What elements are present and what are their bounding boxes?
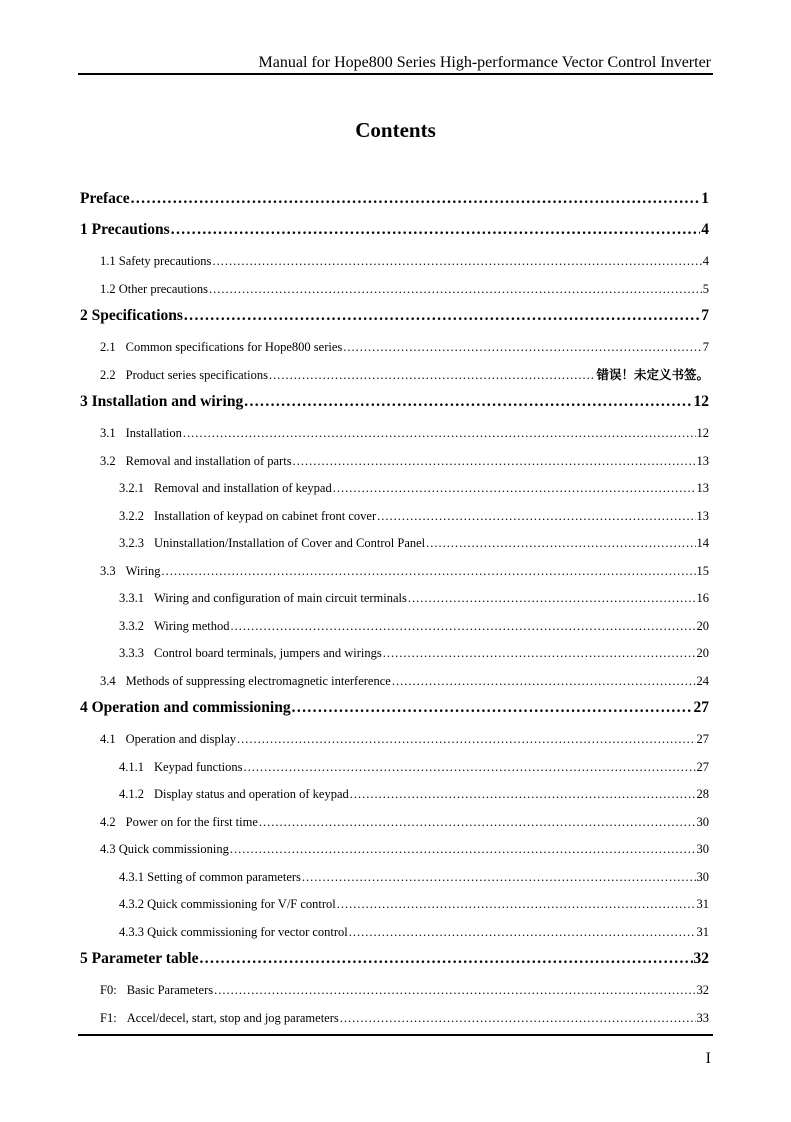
toc-entry-title: 5 Parameter table bbox=[80, 950, 199, 967]
toc-dot-leader bbox=[337, 891, 696, 917]
toc-entry[interactable] bbox=[80, 919, 709, 947]
toc-entry[interactable] bbox=[80, 303, 709, 334]
toc-entry-number: 3.2 bbox=[100, 453, 116, 468]
table-of-contents bbox=[80, 186, 709, 1032]
toc-dot-leader bbox=[230, 836, 696, 862]
toc-entry[interactable] bbox=[80, 809, 709, 837]
toc-entry-page: 27 bbox=[696, 759, 709, 774]
toc-entry-title: 4.3.2 Quick commissioning for V/F control bbox=[119, 897, 336, 911]
toc-entry-page: 7 bbox=[702, 340, 709, 354]
toc-entry-number: 3.1 bbox=[100, 426, 116, 440]
toc-entry-number: 3.4 bbox=[100, 673, 116, 688]
toc-entry-page: 20 bbox=[696, 618, 709, 633]
toc-entry-page: 32 bbox=[693, 950, 709, 967]
toc-entry-label bbox=[80, 186, 130, 212]
toc-dot-leader bbox=[131, 186, 701, 212]
toc-entry-title: 3 Installation and wiring bbox=[80, 393, 244, 410]
toc-entry-label bbox=[100, 726, 236, 752]
toc-dot-leader bbox=[350, 781, 696, 807]
toc-dot-leader bbox=[200, 946, 693, 972]
toc-entry-page: 31 bbox=[696, 897, 709, 911]
toc-entry-title: 4.3.3 Quick commissioning for vector control bbox=[119, 924, 348, 939]
toc-entry[interactable] bbox=[80, 448, 709, 476]
toc-entry-label bbox=[119, 919, 348, 945]
toc-dot-leader bbox=[209, 276, 702, 302]
toc-entry-number: 4.1 bbox=[100, 732, 116, 746]
toc-entry[interactable] bbox=[80, 836, 709, 864]
toc-entry-label bbox=[119, 613, 230, 639]
toc-entry[interactable] bbox=[80, 503, 709, 531]
toc-entry-title: Wiring and configuration of main circuit terminals bbox=[154, 591, 407, 605]
toc-entry-number: F0: bbox=[100, 983, 117, 997]
toc-entry-label bbox=[100, 809, 258, 835]
toc-entry-label bbox=[119, 503, 376, 529]
toc-entry[interactable] bbox=[80, 475, 709, 503]
toc-entry-page: 20 bbox=[696, 646, 709, 660]
toc-dot-leader bbox=[377, 503, 695, 529]
toc-entry-page: 5 bbox=[702, 281, 709, 296]
toc-entry-number: 3.3.3 bbox=[119, 646, 144, 660]
toc-dot-leader bbox=[302, 864, 696, 890]
toc-entry-number: 2.1 bbox=[100, 340, 116, 354]
toc-dot-leader bbox=[340, 1005, 696, 1031]
toc-entry[interactable] bbox=[80, 585, 709, 613]
toc-entry-page: 24 bbox=[696, 673, 709, 688]
toc-entry[interactable] bbox=[80, 695, 709, 726]
toc-entry-title: 2 Specifications bbox=[80, 307, 183, 324]
toc-entry[interactable] bbox=[80, 726, 709, 754]
toc-entry-number: 3.3.2 bbox=[119, 618, 144, 633]
toc-entry-label bbox=[100, 362, 268, 388]
toc-entry-label bbox=[100, 1005, 339, 1031]
toc-entry-label bbox=[119, 475, 332, 501]
toc-entry-number: 3.3 bbox=[100, 563, 116, 578]
toc-entry[interactable] bbox=[80, 530, 709, 558]
toc-entry-label bbox=[119, 864, 301, 890]
toc-entry-page: 13 bbox=[696, 453, 709, 468]
toc-dot-leader bbox=[171, 217, 701, 243]
toc-entry-page: 13 bbox=[696, 508, 709, 523]
page-title: Contents bbox=[355, 118, 436, 142]
toc-entry[interactable] bbox=[80, 334, 709, 362]
toc-entry-page: 4 bbox=[702, 254, 709, 268]
toc-entry-page: 12 bbox=[696, 426, 709, 440]
toc-entry-page: 1 bbox=[701, 190, 709, 207]
toc-dot-leader bbox=[269, 362, 596, 388]
toc-entry-number: 4.2 bbox=[100, 814, 116, 829]
toc-entry[interactable] bbox=[80, 186, 709, 217]
toc-entry-title: Accel/decel, start, stop and jog parameters bbox=[126, 1010, 339, 1025]
toc-entry-page: 27 bbox=[693, 699, 709, 716]
toc-entry-title: Uninstallation/Installation of Cover and Control Panel bbox=[154, 536, 426, 550]
toc-entry-label bbox=[80, 217, 170, 243]
toc-entry-label bbox=[100, 420, 182, 446]
toc-entry-label bbox=[100, 836, 229, 862]
toc-entry-number: 3.2.1 bbox=[119, 481, 144, 495]
toc-entry-page: 32 bbox=[696, 983, 709, 997]
toc-entry-title: 4.3 Quick commissioning bbox=[100, 842, 229, 856]
toc-entry-label bbox=[80, 303, 183, 329]
toc-entry-page: 30 bbox=[696, 842, 709, 856]
toc-entry-title: Methods of suppressing electromagnetic interference bbox=[125, 673, 391, 688]
toc-entry[interactable] bbox=[80, 420, 709, 448]
toc-entry-label bbox=[80, 946, 199, 972]
toc-entry-page: 28 bbox=[696, 787, 709, 801]
toc-entry-page: 12 bbox=[693, 393, 709, 410]
toc-entry-label bbox=[100, 248, 211, 274]
toc-entry-label bbox=[100, 334, 342, 360]
toc-entry-page: 4 bbox=[701, 221, 709, 238]
page-number: I bbox=[705, 1050, 711, 1067]
toc-entry[interactable] bbox=[80, 217, 709, 248]
toc-dot-leader bbox=[349, 919, 696, 945]
toc-entry[interactable] bbox=[80, 613, 709, 641]
toc-entry-number: 4.1.2 bbox=[119, 787, 144, 801]
toc-entry-title: Installation bbox=[125, 426, 182, 440]
toc-entry-title: Product series specifications bbox=[125, 367, 268, 382]
toc-entry-number: 3.2.3 bbox=[119, 536, 144, 550]
toc-entry-title: 1.2 Other precautions bbox=[100, 281, 208, 296]
toc-dot-leader bbox=[383, 640, 696, 666]
toc-entry-title: 4.3.1 Setting of common parameters bbox=[119, 869, 301, 884]
toc-entry[interactable] bbox=[80, 946, 709, 977]
toc-dot-leader bbox=[244, 389, 692, 415]
toc-entry-label bbox=[100, 668, 391, 694]
toc-entry[interactable] bbox=[80, 864, 709, 892]
toc-entry-page: 30 bbox=[696, 814, 709, 829]
toc-entry-label bbox=[119, 585, 407, 611]
toc-entry-page: 31 bbox=[696, 924, 709, 939]
toc-entry[interactable] bbox=[80, 362, 709, 390]
toc-dot-leader bbox=[231, 613, 696, 639]
toc-dot-leader bbox=[343, 334, 702, 360]
toc-entry-label bbox=[100, 977, 213, 1003]
toc-entry[interactable] bbox=[80, 977, 709, 1005]
toc-entry-number: 3.2.2 bbox=[119, 508, 144, 523]
toc-entry-page: 15 bbox=[696, 563, 709, 578]
toc-entry-label bbox=[100, 448, 292, 474]
toc-entry-title: Installation of keypad on cabinet front cover bbox=[154, 508, 377, 523]
toc-entry-label bbox=[119, 530, 425, 556]
toc-entry-number: 2.2 bbox=[100, 367, 116, 382]
toc-entry-label bbox=[119, 640, 382, 666]
toc-dot-leader bbox=[408, 585, 696, 611]
toc-dot-leader bbox=[392, 668, 696, 694]
toc-entry-title: 4 Operation and commissioning bbox=[80, 699, 291, 716]
toc-entry[interactable] bbox=[80, 781, 709, 809]
toc-entry[interactable] bbox=[80, 640, 709, 668]
toc-entry[interactable] bbox=[80, 248, 709, 276]
toc-entry-title: Preface bbox=[80, 190, 130, 207]
toc-dot-leader bbox=[426, 530, 695, 556]
toc-entry-page: 30 bbox=[696, 869, 709, 884]
toc-entry-label bbox=[100, 276, 208, 302]
toc-entry-page: 27 bbox=[696, 732, 709, 746]
toc-dot-leader bbox=[293, 448, 696, 474]
toc-entry-title: 1.1 Safety precautions bbox=[100, 254, 212, 268]
toc-entry[interactable] bbox=[80, 1005, 709, 1033]
toc-entry-title: Power on for the first time bbox=[125, 814, 258, 829]
toc-dot-leader bbox=[212, 248, 701, 274]
toc-entry-title: Keypad functions bbox=[154, 759, 243, 774]
toc-entry-title: Removal and installation of parts bbox=[125, 453, 292, 468]
footer-rule bbox=[78, 1034, 713, 1036]
toc-entry-title: Control board terminals, jumpers and wirings bbox=[154, 646, 382, 660]
toc-dot-leader bbox=[333, 475, 696, 501]
toc-dot-leader bbox=[292, 695, 693, 721]
toc-entry-page: 33 bbox=[696, 1010, 709, 1025]
toc-entry-title: Operation and display bbox=[125, 732, 237, 746]
toc-entry[interactable] bbox=[80, 668, 709, 696]
toc-dot-leader bbox=[162, 558, 696, 584]
toc-entry-label bbox=[100, 558, 161, 584]
toc-entry-title: Display status and operation of keypad bbox=[154, 787, 349, 801]
toc-entry-title: 1 Precautions bbox=[80, 221, 170, 238]
toc-entry-label bbox=[80, 389, 243, 415]
toc-dot-leader bbox=[184, 303, 700, 329]
toc-entry-title: Wiring method bbox=[154, 618, 230, 633]
toc-entry-label bbox=[80, 695, 291, 721]
toc-dot-leader bbox=[183, 420, 696, 446]
toc-entry-title: Removal and installation of keypad bbox=[154, 481, 332, 495]
toc-entry-page: 错误！未定义书签。 bbox=[596, 366, 709, 382]
toc-dot-leader bbox=[237, 726, 695, 752]
toc-entry-title: Wiring bbox=[125, 563, 161, 578]
toc-entry-number: F1: bbox=[100, 1010, 117, 1025]
toc-entry-title: Basic Parameters bbox=[126, 983, 214, 997]
toc-entry-page: 16 bbox=[696, 591, 709, 605]
toc-entry-title: Common specifications for Hope800 series bbox=[125, 340, 343, 354]
toc-entry-number: 4.1.1 bbox=[119, 759, 144, 774]
toc-entry[interactable] bbox=[80, 754, 709, 782]
toc-entry-label bbox=[119, 754, 243, 780]
toc-entry[interactable] bbox=[80, 389, 709, 420]
toc-entry-label bbox=[119, 781, 349, 807]
toc-entry[interactable] bbox=[80, 558, 709, 586]
toc-entry-page: 13 bbox=[696, 481, 709, 495]
toc-entry-number: 3.3.1 bbox=[119, 591, 144, 605]
toc-dot-leader bbox=[259, 809, 696, 835]
toc-entry-page: 7 bbox=[701, 307, 709, 324]
toc-entry-page: 14 bbox=[696, 536, 709, 550]
toc-entry-label bbox=[119, 891, 336, 917]
toc-dot-leader bbox=[244, 754, 696, 780]
header-rule bbox=[78, 73, 713, 75]
toc-dot-leader bbox=[214, 977, 695, 1003]
running-header: Manual for Hope800 Series High-performance Vector Control Inverter bbox=[258, 54, 711, 71]
toc-entry[interactable] bbox=[80, 891, 709, 919]
toc-entry[interactable] bbox=[80, 276, 709, 304]
